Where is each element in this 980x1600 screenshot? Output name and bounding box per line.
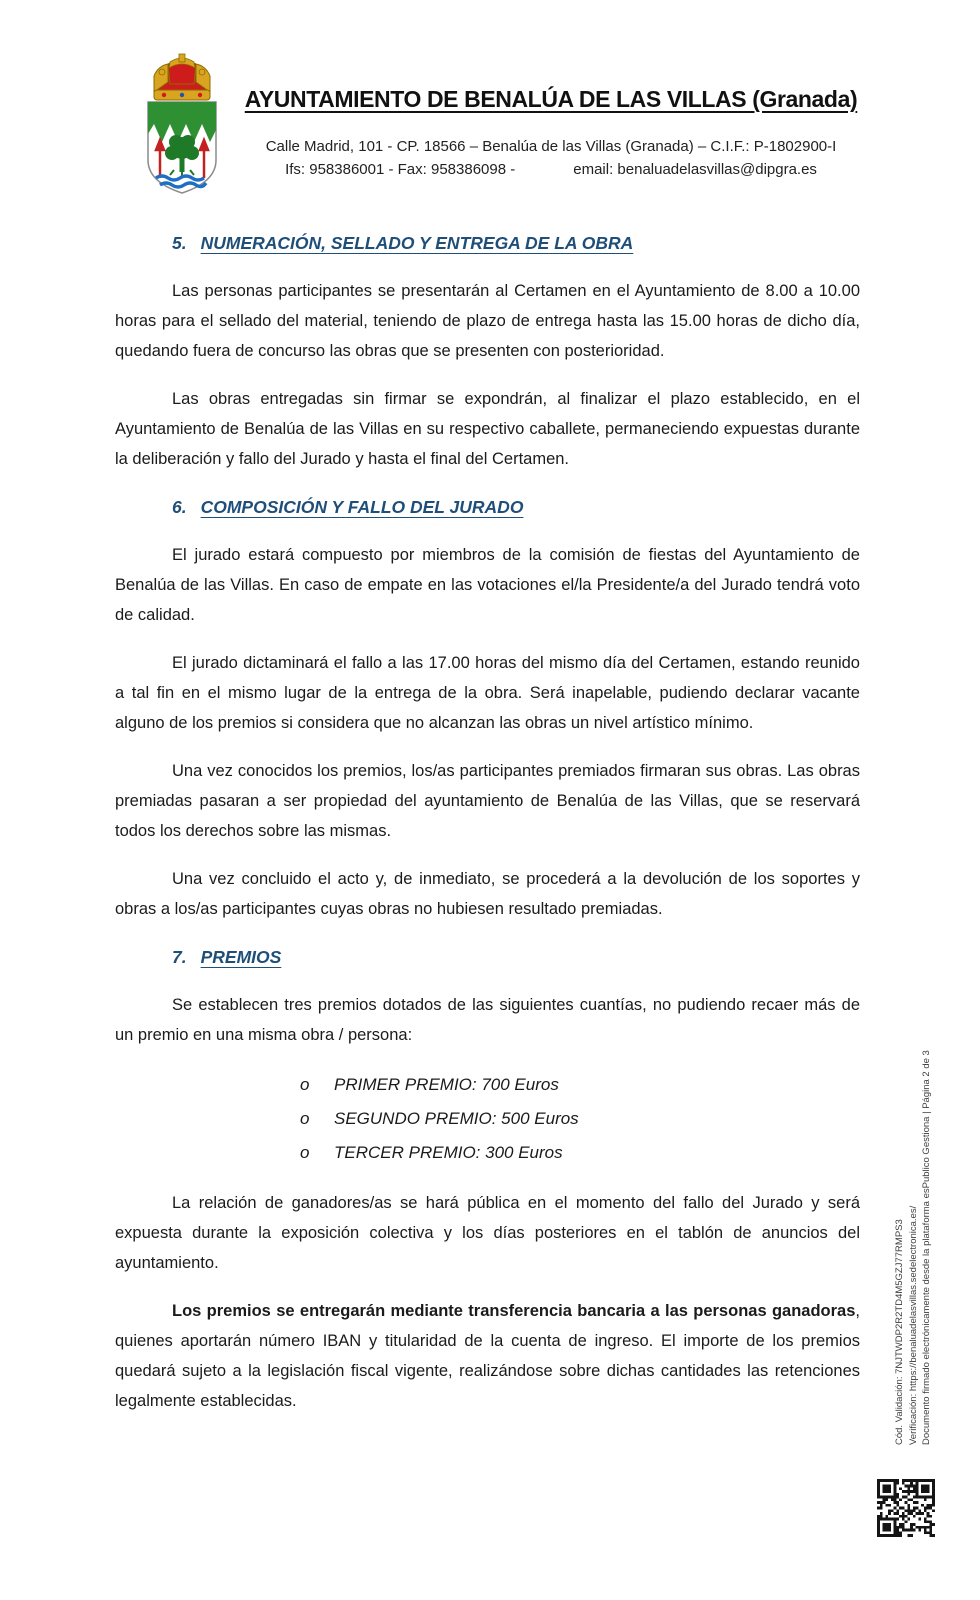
validation-code-text: Cód. Validación: 7NJTWDP2R2TD4M5GZJ77RMPS3 — [894, 1219, 905, 1445]
section-number: 5. — [172, 233, 187, 253]
paragraph: Se establecen tres premios dotados de las siguientes cuantías, no pudiendo recaer más de un premio en una misma obra / persona: — [115, 996, 860, 1044]
section-title: COMPOSICIÓN Y FALLO DEL JURADO — [200, 497, 524, 517]
section-7-heading — [115, 942, 860, 972]
paragraph: El jurado dictaminará el fallo a las 17.00 horas del mismo día del Certamen, estando reunido a tal fin en el mismo lugar de la entrega de la obra. Será inapelable, pudiendo declarar vacante alguno de los premios si considera que no alcanzan las obras un nivel artístico mínimo. — [115, 654, 860, 732]
section-6-heading — [115, 492, 860, 522]
prize-list — [300, 1068, 860, 1170]
email-text: email: benaluadelasvillas@dipgra.es — [573, 161, 817, 178]
prize-text: SEGUNDO PREMIO: 500 Euros — [334, 1109, 579, 1128]
section-number: 7. — [172, 947, 187, 967]
paragraph: Las obras entregadas sin firmar se expondrán, al finalizar el plazo establecido, en el Ayuntamiento de Benalúa de las Villas en su respectivo caballete, permaneciendo expuestas durante la deliberación y fallo del Jurado y hasta el final del Certamen. — [115, 390, 860, 468]
section-title: PREMIOS — [200, 947, 282, 967]
prize-item-second — [300, 1102, 860, 1136]
organization-title: AYUNTAMIENTO DE BENALÚA DE LAS VILLAS (Granada) — [244, 86, 858, 112]
section-5-heading — [115, 228, 860, 258]
regular-text-run: , quienes aportarán número IBAN y titularidad de la cuenta de ingreso. El importe de los premios quedará sujeto a la legislación fiscal vigente, realizándose sobre dichas cantidades las retenciones legalmente establecidas. — [115, 1302, 860, 1410]
paragraph: Una vez concluido el acto y, de inmediato, se procederá a la devolución de los soportes y obras a los/as participantes cuyas obras no hubiesen resultado premiadas. — [115, 870, 860, 918]
bold-text-run: Los premios se entregarán mediante transferencia bancaria a las personas ganadoras — [172, 1302, 856, 1320]
esignature-validation-strip — [893, 967, 934, 1445]
verification-url-text: Verificación: https://benaluadelasvillas.sedelectronica.es/ — [907, 1205, 919, 1445]
list-bullet: o — [300, 1109, 310, 1128]
qr-code — [877, 1478, 935, 1538]
paragraph: La relación de ganadores/as se hará pública en el momento del fallo del Jurado y será expuesta durante la exposición colectiva y los días posteriores en el tablón de anuncios del ayuntamiento. — [115, 1194, 860, 1272]
prize-item-third — [300, 1136, 860, 1170]
contact-line — [235, 158, 867, 181]
prize-text: PRIMER PREMIO: 700 Euros — [334, 1075, 559, 1094]
paragraph: El jurado estará compuesto por miembros de la comisión de fiestas del Ayuntamiento de Benalúa de las Villas. En caso de empate en las votaciones el/la Presidente/a del Jurado tendrá voto de calidad. — [115, 546, 860, 624]
prize-text: TERCER PREMIO: 300 Euros — [334, 1143, 563, 1162]
phone-fax-text: Ifs: 958386001 - Fax: 958386098 - — [285, 161, 516, 178]
prize-item-first — [300, 1068, 860, 1102]
paragraph: Las personas participantes se presentarán al Certamen en el Ayuntamiento de 8.00 a 10.00 horas para el sellado del material, teniendo de plazo de entrega hasta las 15.00 horas de dicho día, quedando fuera de concurso las obras que se presenten con posterioridad. — [115, 282, 860, 360]
address-line: Calle Madrid, 101 - CP. 18566 – Benalúa de las Villas (Granada) – C.I.F.: P-1802900-I — [265, 138, 837, 155]
list-bullet: o — [300, 1075, 310, 1094]
paragraph: Una vez conocidos los premios, los/as participantes premiados firmaran sus obras. Las obras premiadas pasaran a ser propiedad del ayuntamiento de Benalúa de las Villas, que se reservará todos los derechos sobre las mismas. — [115, 762, 860, 840]
section-title: NUMERACIÓN, SELLADO Y ENTREGA DE LA OBRA — [200, 233, 634, 253]
coat-of-arms-icon — [140, 52, 224, 197]
paragraph-final — [115, 1296, 860, 1416]
signed-document-note-text: Documento firmado electrónicamente desde la plataforma esPublico Gestiona | Página 2 de 3 — [921, 1050, 932, 1445]
document-body — [115, 228, 860, 1434]
list-bullet: o — [300, 1143, 310, 1162]
letterhead-text — [235, 86, 867, 181]
section-number: 6. — [172, 497, 187, 517]
